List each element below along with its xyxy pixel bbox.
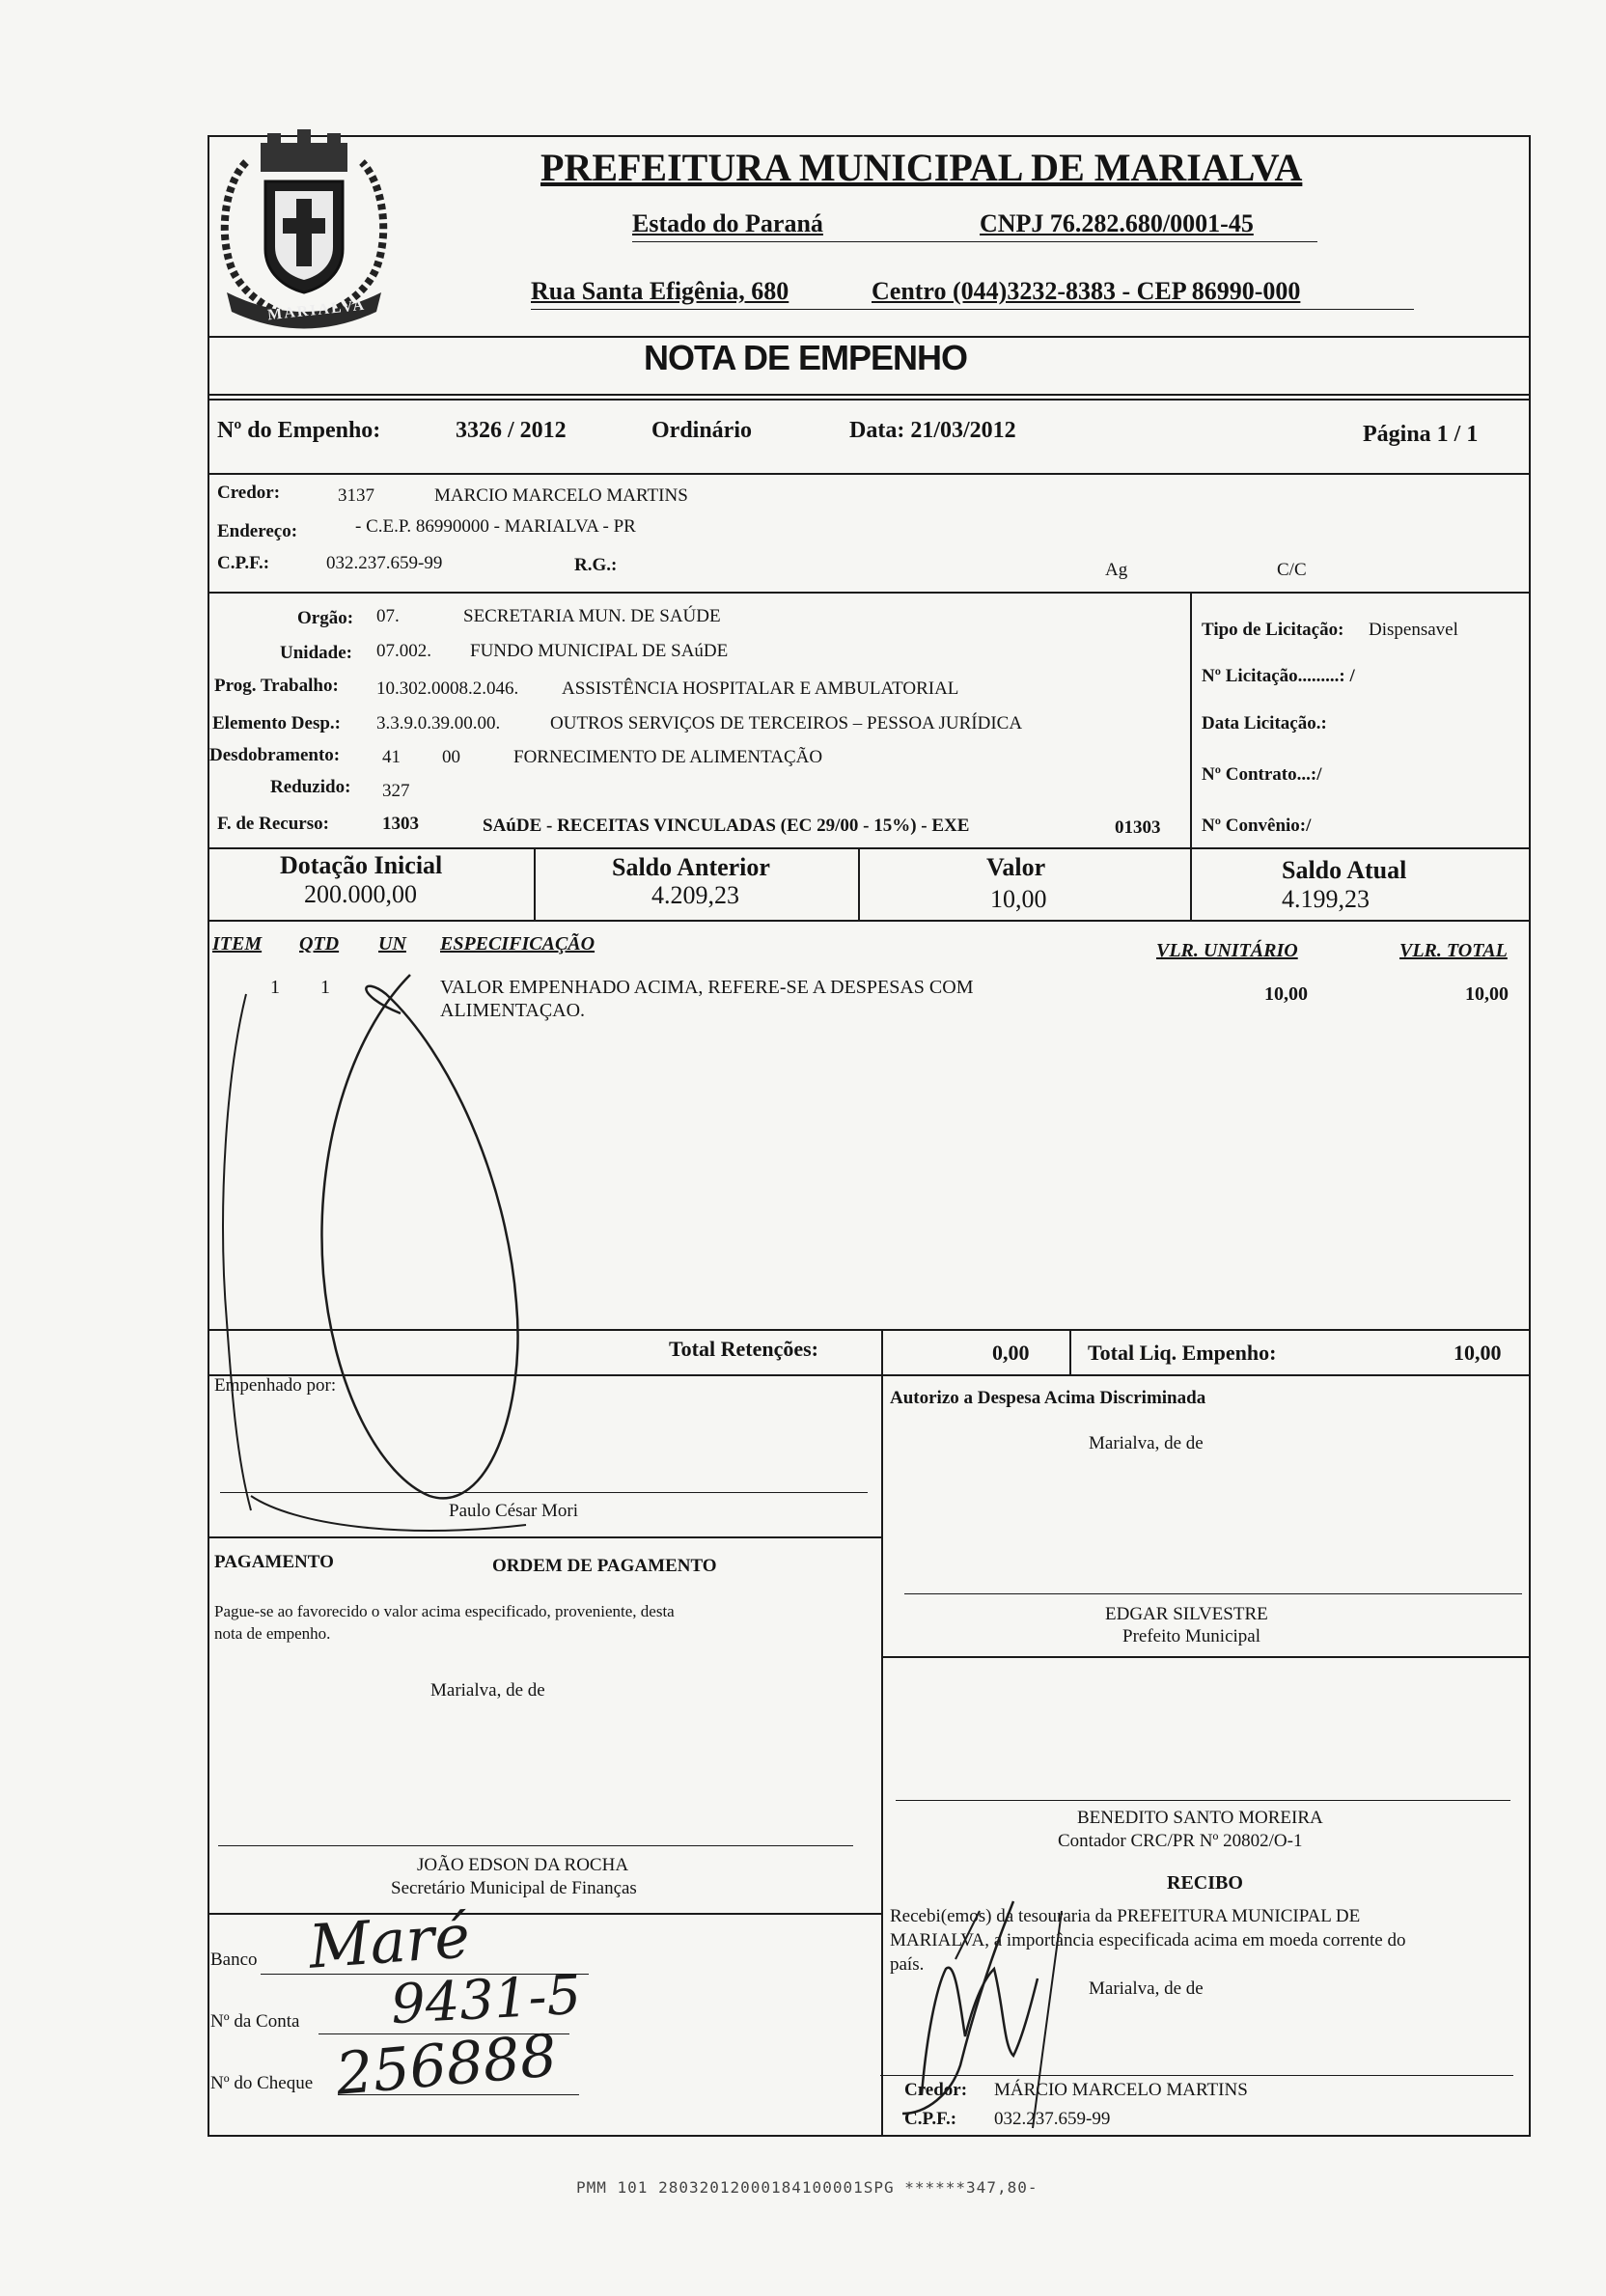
banco-handwritten: Maré [306, 1900, 473, 1982]
conta-handwritten: 9431-5 [389, 1963, 583, 2037]
cpf-value: 032.237.659-99 [326, 553, 443, 573]
reduzido-value: 327 [382, 781, 410, 801]
recurso-code: 1303 [382, 814, 419, 834]
cheque-label: Nº do Cheque [210, 2073, 314, 2093]
data-licitacao: Data Licitação.: [1202, 713, 1327, 733]
retencoes-value: 0,00 [992, 1341, 1030, 1365]
autorizo-despesa: Autorizo a Despesa Acima Discriminada [890, 1388, 1206, 1408]
recibo-credor-value: MÁRCIO MARCELO MARTINS [994, 2080, 1248, 2100]
recurso-label: F. de Recurso: [217, 814, 329, 834]
orgao-label: Orgão: [297, 608, 354, 628]
empenho-date: Data: 21/03/2012 [849, 418, 1016, 443]
district-phone-cep: Centro (044)3232-8383 - CEP 86990-000 [872, 277, 1301, 305]
prefeito-name: EDGAR SILVESTRE [1105, 1604, 1268, 1624]
ag-label: Ag [1105, 560, 1128, 580]
orgao-name: SECRETARIA MUN. DE SAÚDE [463, 606, 721, 626]
footer-code: PMM 101 28032012000184100001SPG ******347,80- [576, 2178, 1038, 2197]
reduzido-label: Reduzido: [270, 777, 351, 797]
recibo-place-date: Marialva, de de [1089, 1978, 1204, 1999]
cheque-handwritten: 256888 [333, 2022, 560, 2109]
saldo-anterior-value: 4.209,23 [651, 881, 739, 909]
liquido-label: Total Liq. Empenho: [1088, 1341, 1277, 1365]
numero-contrato: Nº Contrato...:/ [1202, 764, 1322, 785]
numero-licitacao: Nº Licitação.........: / [1202, 666, 1355, 686]
document-title: NOTA DE EMPENHO [644, 338, 968, 377]
signature-empenhado [208, 955, 623, 1554]
desdobramento-name: FORNECIMENTO DE ALIMENTAÇÃO [513, 747, 823, 767]
endereco-value: - C.E.P. 86990000 - MARIALVA - PR [355, 516, 636, 537]
prog-label: Prog. Trabalho: [214, 676, 339, 696]
row-spec-line2: ALIMENTAÇAO. [440, 1000, 586, 1021]
saldo-atual-label: Saldo Atual [1282, 856, 1407, 884]
conta-label: Nº da Conta [210, 2011, 300, 2032]
prog-name: ASSISTÊNCIA HOSPITALAR E AMBULATORIAL [562, 678, 959, 699]
retencoes-label: Total Retenções: [669, 1337, 818, 1361]
col-qtd: QTD [299, 933, 340, 954]
orgao-code: 07. [376, 606, 400, 626]
recibo-text-line3: país. [890, 1954, 925, 1975]
pagamento-title: PAGAMENTO [214, 1552, 334, 1572]
desdobramento-code: 41 [382, 747, 401, 767]
recibo-text-line1: Recebi(emos) da tesouraria da PREFEITURA MUNICIPAL DE [890, 1906, 1361, 1926]
pagamento-text-line1: Pague-se ao favorecido o valor acima especificado, proveniente, desta [214, 1602, 675, 1620]
endereco-label: Endereço: [217, 521, 298, 541]
rg-label: R.G.: [574, 555, 618, 575]
numero-convenio: Nº Convênio:/ [1202, 816, 1312, 836]
empenho-type: Ordinário [651, 418, 753, 443]
ordem-pagamento-title: ORDEM DE PAGAMENTO [492, 1556, 717, 1576]
pagamento-text-line2: nota de empenho. [214, 1624, 331, 1643]
recibo-title: RECIBO [1167, 1872, 1243, 1894]
credor-name: MARCIO MARCELO MARTINS [434, 485, 688, 506]
credor-label: Credor: [217, 483, 281, 503]
state-name: Estado do Paraná [632, 209, 823, 237]
desdobramento-subcode: 00 [442, 747, 460, 767]
recibo-cpf-value: 032.237.659-99 [994, 2109, 1111, 2129]
empenhado-por-label: Empenhado por: [214, 1375, 337, 1396]
col-valor-unitario: VLR. UNITÁRIO [1156, 940, 1298, 961]
unidade-name: FUNDO MUNICIPAL DE SAúDE [470, 641, 729, 661]
dotacao-label: Dotação Inicial [280, 851, 443, 879]
cnpj: CNPJ 76.282.680/0001-45 [980, 209, 1254, 237]
secretario-name: JOÃO EDSON DA ROCHA [417, 1855, 629, 1875]
elemento-label: Elemento Desp.: [212, 713, 341, 733]
unidade-label: Unidade: [280, 643, 352, 663]
unidade-code: 07.002. [376, 641, 431, 661]
empenho-number: 3326 / 2012 [456, 418, 567, 443]
elemento-code: 3.3.9.0.39.00.00. [376, 713, 501, 733]
municipality-title: PREFEITURA MUNICIPAL DE MARIALVA [540, 146, 1303, 189]
banco-label: Banco [210, 1950, 258, 1970]
contador-role: Contador CRC/PR Nº 20802/O-1 [1058, 1831, 1303, 1851]
prog-code: 10.302.0008.2.046. [376, 678, 519, 699]
contador-name: BENEDITO SANTO MOREIRA [1077, 1808, 1323, 1828]
liquido-value: 10,00 [1454, 1341, 1502, 1365]
recibo-cpf-label: C.P.F.: [904, 2109, 957, 2129]
saldo-atual-value: 4.199,23 [1282, 885, 1370, 913]
pagamento-place-date: Marialva, de de [430, 1680, 545, 1701]
col-valor-total: VLR. TOTAL [1399, 940, 1508, 961]
recurso-code-2: 01303 [1115, 817, 1161, 838]
recibo-text-line2: MARIALVA, a importância especificada acima em moeda corrente do [890, 1930, 1406, 1950]
row-item: 1 [270, 977, 280, 998]
col-un: UN [378, 933, 406, 954]
saldo-anterior-label: Saldo Anterior [612, 853, 770, 881]
col-especificacao: ESPECIFICAÇÃO [440, 933, 595, 954]
elemento-name: OUTROS SERVIÇOS DE TERCEIROS – PESSOA JURÍDICA [550, 713, 1023, 733]
dotacao-value: 200.000,00 [304, 880, 417, 908]
row-spec-line1: VALOR EMPENHADO ACIMA, REFERE-SE A DESPESAS COM [440, 977, 974, 998]
crest-banner-text: MARIALVA [266, 296, 367, 324]
signature-recibo [869, 1892, 1100, 2133]
page-number: Página 1 / 1 [1363, 422, 1479, 447]
empenhado-por-name: Paulo César Mori [449, 1501, 579, 1521]
valor-label: Valor [986, 853, 1046, 881]
empenho-label: Nº do Empenho: [217, 418, 381, 443]
municipal-crest [208, 124, 401, 341]
credor-code: 3137 [338, 485, 374, 506]
cpf-label: C.P.F.: [217, 553, 270, 573]
col-item: ITEM [212, 933, 263, 954]
row-valor-total: 10,00 [1465, 983, 1509, 1005]
prefeito-role: Prefeito Municipal [1122, 1626, 1260, 1646]
desdobramento-label: Desdobramento: [209, 745, 341, 765]
recibo-credor-label: Credor: [904, 2080, 968, 2100]
row-valor-unitario: 10,00 [1264, 983, 1308, 1005]
recurso-name: SAúDE - RECEITAS VINCULADAS (EC 29/00 - 15%) - EXE [483, 816, 970, 836]
secretario-role: Secretário Municipal de Finanças [391, 1878, 637, 1898]
autorizo-place-date: Marialva, de de [1089, 1433, 1204, 1453]
tipo-licitacao-label: Tipo de Licitação: [1202, 620, 1344, 640]
tipo-licitacao-value: Dispensavel [1369, 620, 1458, 640]
cc-label: C/C [1277, 560, 1307, 580]
street-address: Rua Santa Efigênia, 680 [531, 277, 789, 305]
valor-value: 10,00 [990, 885, 1047, 913]
row-qtd: 1 [320, 977, 330, 998]
